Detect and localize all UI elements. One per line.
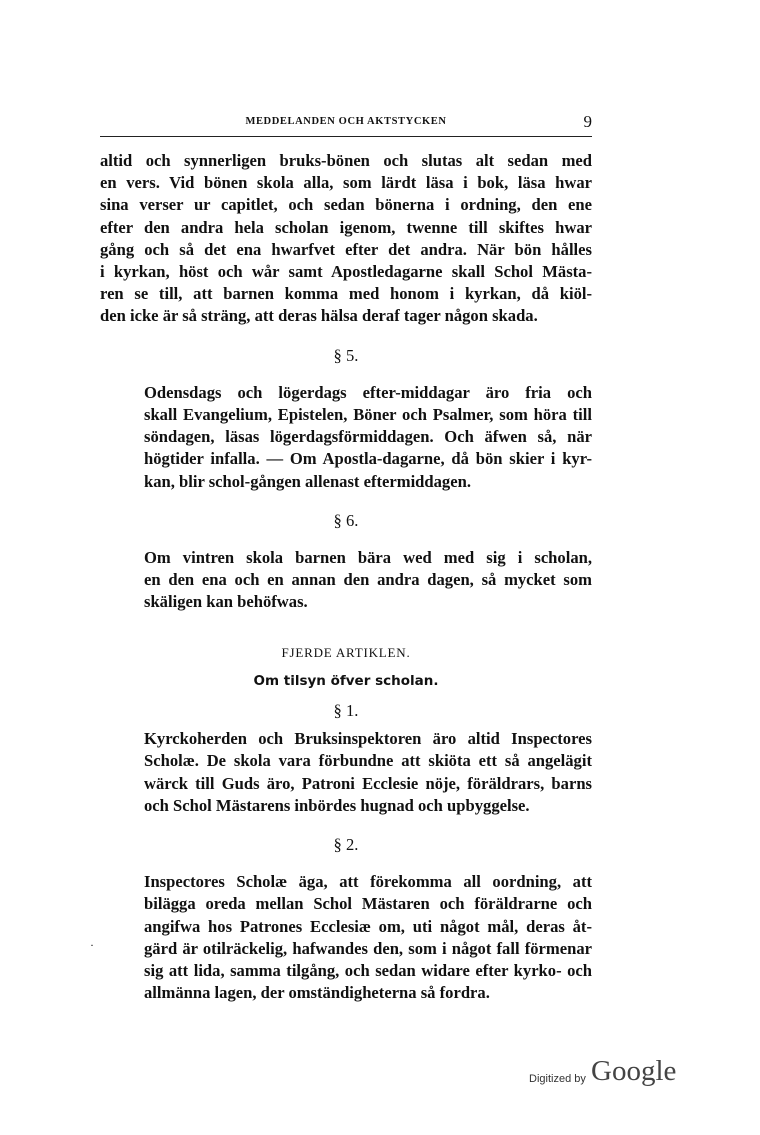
text-line: gång och så det ena hwarfvet efter det andra. När bön hålles (100, 239, 592, 259)
text-line: skäligen kan behöfwas. (144, 592, 308, 612)
text-line: en den ena och en annan den andra dagen, så mycket som (144, 570, 592, 590)
section-mark-2: § 2. (333, 835, 359, 855)
text-line: en vers. Vid bönen skola alla, som lärdt läsa i bok, läsa hwar (100, 173, 592, 193)
text-line: och Schol Mästarens inbördes hugnad och upbyggelse. (144, 795, 530, 815)
page-number: 9 (583, 112, 592, 131)
text-line: den icke är så sträng, att deras hälsa deraf tager någon skada. (100, 306, 538, 326)
text-line: Om vintren skola barnen bära wed med sig i scholan, (144, 548, 592, 568)
paragraph-2 (100, 382, 592, 493)
text-line: kan, blir schol-gången allenast eftermiddagen. (144, 471, 471, 491)
text-line: allmänna lagen, der omständigheterna så fordra. (144, 983, 490, 1003)
text-line: Odensdags och lögerdags efter-middagar äro fria och (144, 382, 592, 402)
text-line: skall Evangelium, Epistelen, Böner och Psalmer, som höra till (144, 405, 592, 425)
scan-mark: · (90, 938, 94, 952)
body-text (100, 150, 592, 1005)
google-logo: Google (591, 1055, 677, 1087)
text-line: ren se till, att barnen komma med honom i kyrkan, då kiöl- (100, 284, 592, 304)
text-line: gärd är otilräckelig, hafwandes den, som i något fall förmenar (144, 938, 592, 958)
text-line: högtider infalla. — Om Apostla-dagarne, då bön skier i kyr- (144, 449, 592, 469)
section-mark-5: § 5. (333, 345, 359, 365)
paragraph-3 (100, 547, 592, 614)
text-line: i kyrkan, höst och wår samt Apostledagarne skall Schol Mästa- (100, 262, 592, 282)
section-mark-6: § 6. (333, 510, 359, 530)
chapter-heading: FJERDE ARTIKLEN. (281, 644, 411, 660)
running-header (100, 114, 592, 136)
paragraph-4 (100, 728, 592, 817)
text-line: Kyrckoherden och Bruksinspektoren äro altid Inspectores (144, 729, 592, 749)
paragraph-1 (100, 150, 592, 328)
text-line: bilägga oreda mellan Schol Mästaren och föräldrarne och (144, 894, 592, 914)
text-line: sig att lida, samma tilgång, och sedan widare efter kyrko- och (144, 961, 592, 981)
section-mark-1: § 1. (333, 701, 359, 721)
text-line: sina verser ur capitlet, och sedan bönerna i ordning, den ene (100, 195, 592, 215)
text-line: wärck till Guds äro, Patroni Ecclesie nöje, föräldrars, barns (144, 773, 592, 793)
text-line: angifwa hos Patrones Ecclesiæ om, uti något mål, deras åt- (144, 916, 592, 936)
text-line: efter den andra hela scholan igenom, twenne till skiftes hwar (100, 217, 592, 237)
text-line: söndagen, läsas lögerdagsförmiddagen. Och äfwen så, när (144, 427, 592, 447)
text-line: Inspectores Scholæ äga, att förekomma all oordning, att (144, 872, 592, 892)
digitized-by-label: Digitized by (529, 1073, 586, 1085)
header-title: MEDDELANDEN OCH AKTSTYCKEN (245, 116, 447, 127)
header-rule (100, 136, 592, 137)
text-line: altid och synnerligen bruks-bönen och slutas alt sedan med (100, 151, 592, 170)
paragraph-5 (100, 871, 592, 1004)
chapter-subtitle: Om tilsyn öfver scholan. (253, 672, 439, 689)
text-line: Scholæ. De skola vara förbundne att skiöta ett så angelägit (144, 751, 592, 771)
